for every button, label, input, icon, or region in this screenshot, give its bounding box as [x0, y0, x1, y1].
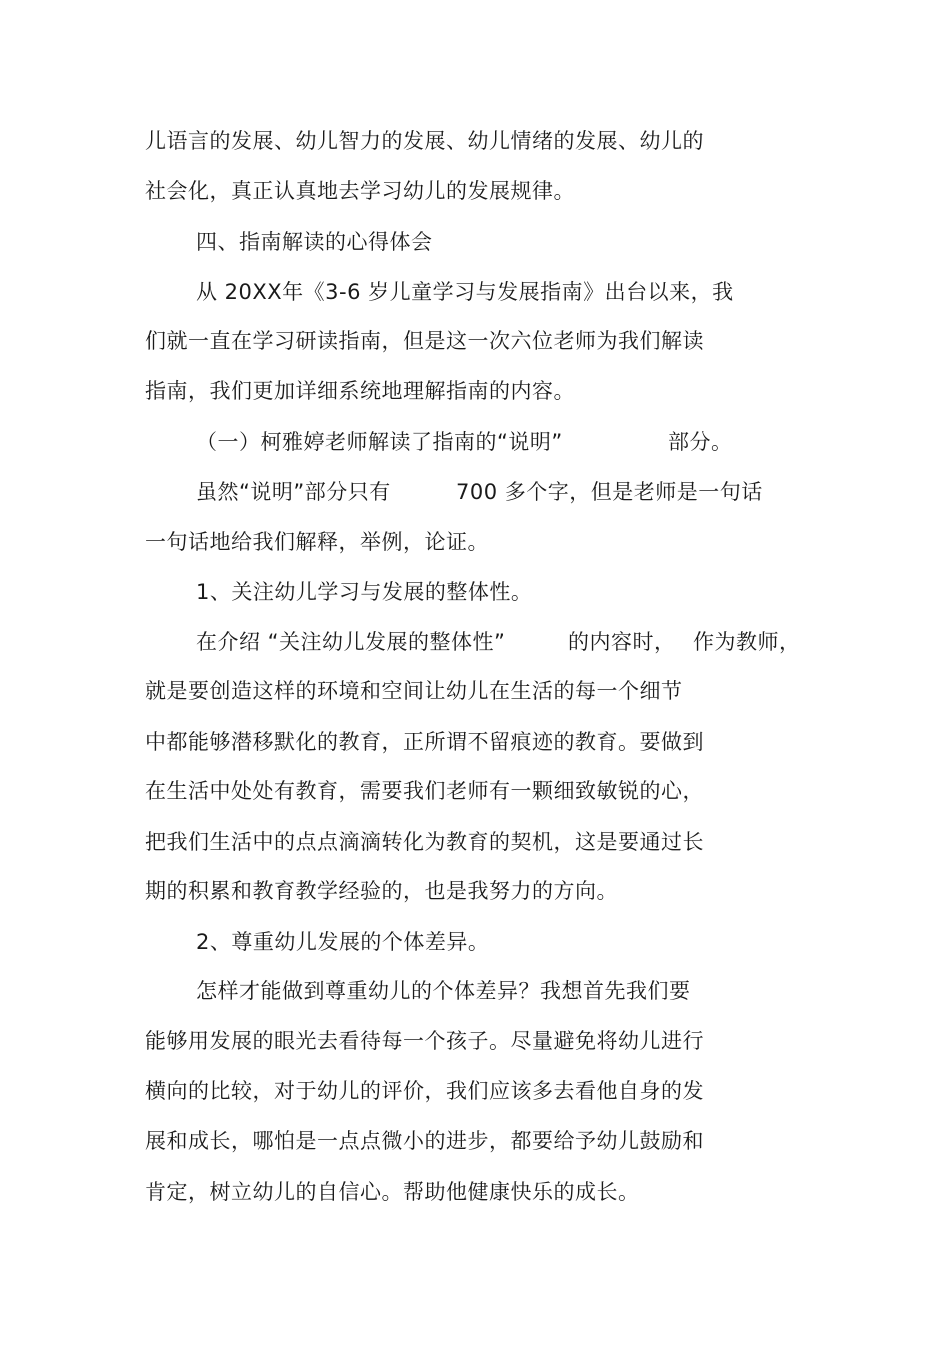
text-line: 怎样才能做到尊重幼儿的个体差异？我想首先我们要: [196, 979, 691, 1003]
text-line: 展和成长，哪怕是一点点微小的进步，都要给予幼儿鼓励和: [145, 1129, 704, 1153]
text-line: 们就一直在学习研读指南，但是这一次六位老师为我们解读: [145, 329, 704, 353]
text-line: 社会化，真正认真地去学习幼儿的发展规律。: [145, 179, 575, 203]
text-line: 指南，我们更加详细系统地理解指南的内容。: [145, 379, 575, 403]
point-heading: 2、尊重幼儿发展的个体差异。: [196, 930, 490, 954]
text-line: 一句话地给我们解释，举例，论证。: [145, 530, 489, 554]
text-line-middle: 的内容时，: [568, 630, 676, 654]
text-line: 把我们生活中的点点滴滴转化为教育的契机，这是要通过长: [145, 830, 704, 854]
text-line: 肯定，树立幼儿的自信心。帮助他健康快乐的成长。: [145, 1180, 640, 1204]
text-line: 横向的比较，对于幼儿的评价，我们应该多去看他自身的发: [145, 1079, 704, 1103]
subsection-heading-tail: 部分。: [668, 430, 733, 454]
text-line: 中都能够潜移默化的教育，正所谓不留痕迹的教育。要做到: [145, 730, 704, 754]
text-line: 在生活中处处有教育，需要我们老师有一颗细致敏锐的心，: [145, 779, 704, 803]
text-line: 儿语言的发展、幼儿智力的发展、幼儿情绪的发展、幼儿的: [145, 129, 704, 153]
section-heading: 四、指南解读的心得体会: [196, 230, 433, 254]
text-line: 期的积累和教育教学经验的，也是我努力的方向。: [145, 879, 618, 903]
text-line: 就是要创造这样的环境和空间让幼儿在生活的每一个细节: [145, 679, 683, 703]
text-line: 虽然“说明”部分只有: [196, 480, 391, 504]
text-line: 在介绍 “关注幼儿发展的整体性”: [196, 630, 506, 654]
text-line: 从 20XX年《3-6 岁儿童学习与发展指南》出台以来，我: [196, 280, 734, 304]
text-line-tail: 700 多个字，但是老师是一句话: [456, 480, 763, 504]
point-heading: 1、关注幼儿学习与发展的整体性。: [196, 580, 533, 604]
subsection-heading: （一）柯雅婷老师解读了指南的“说明”: [196, 430, 563, 454]
text-line: 能够用发展的眼光去看待每一个孩子。尽量避免将幼儿进行: [145, 1029, 704, 1053]
text-line-tail: 作为教师，: [693, 630, 801, 654]
